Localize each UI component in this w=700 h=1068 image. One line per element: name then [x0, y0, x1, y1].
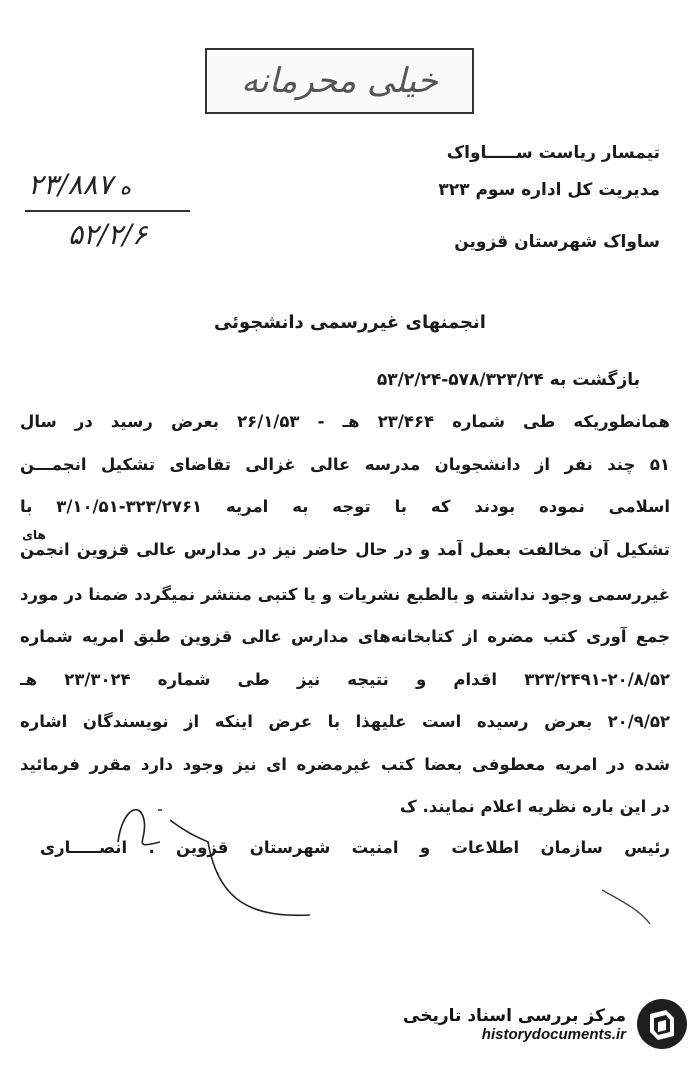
classification-stamp — [205, 48, 474, 114]
body-line: ۵۱ چند نفر از دانشجویان مدرسه عالی غزالی تقاضای تشکیل انجمـــن — [20, 455, 670, 474]
footer-watermark — [403, 998, 688, 1050]
handwritten-underline — [25, 210, 190, 212]
header-department: مدیریت کل اداره سوم ۳۲۳ — [438, 180, 660, 200]
handwritten-date: ۵۲/۲/۶ — [68, 218, 148, 251]
header-recipient: تیمسار ریاست ســـــاواک — [446, 143, 660, 163]
closing-line: در این باره نظریه اعلام نمایند. ک — [399, 797, 670, 816]
signatory-line: رئیس سازمان اطلاعات و امنیت شهرستان قزوین . انصـــــاری — [40, 838, 670, 857]
reference-line: بازگشت به ۵۷۸/۳۲۳/۲۴-۵۳/۲/۲۴ — [376, 370, 640, 390]
body-line: همانطوریکه طی شماره ۲۳/۴۶۴ هـ - ۲۶/۱/۵۳ بعرض رسید در سال — [20, 412, 670, 431]
body-line: اسلامی نموده بودند که با توجه به امریه ۳۲۳/۲۷۶۱-۳/۱۰/۵۱ با — [20, 497, 670, 516]
margin-mark — [600, 880, 660, 930]
archive-logo-icon — [636, 998, 688, 1050]
footer-org-name: مرکز بررسی اسناد تاریخی — [403, 1005, 626, 1026]
body-line: ۲۰/۹/۵۲ بعرض رسیده است علیهذا با عرض اینکه از نویسندگان اشاره — [20, 712, 670, 731]
letter-subject: انجمنهای غیررسمی دانشجوئی — [214, 312, 486, 333]
stamp-text: خیلی محرمانه — [241, 61, 438, 101]
body-line: جمع آوری کتب مضره از کتابخانه‌های مدارس عالی قزوین طبق امریه شماره — [20, 627, 670, 646]
body-line: غیررسمی وجود نداشته و بالطبع نشریات و یا کتبی منتشر نمیگردد ضمنا در مورد — [20, 585, 670, 604]
header-sender: ساواک شهرستان قزوین — [454, 232, 660, 252]
footer-website: historydocuments.ir — [481, 1025, 626, 1043]
body-line: شده در امریه معطوفی بعضا کتب غیرمضره ای نیز وجود دارد مقرر فرمائید — [20, 755, 670, 774]
handwritten-reference-number: ه ۲۳/۸۸۷ — [28, 168, 132, 201]
body-line: تشکیل آن مخالفت بعمل آمد و در حال حاضر نیز در مدارس عالی قزوین انجمن — [20, 540, 670, 559]
inserted-word: های — [22, 528, 46, 542]
body-line: ۳۲۳/۲۴۹۱-۲۰/۸/۵۲ اقدام و نتیجه نیز طی شماره ۲۳/۳۰۲۴ هـ — [20, 670, 670, 689]
